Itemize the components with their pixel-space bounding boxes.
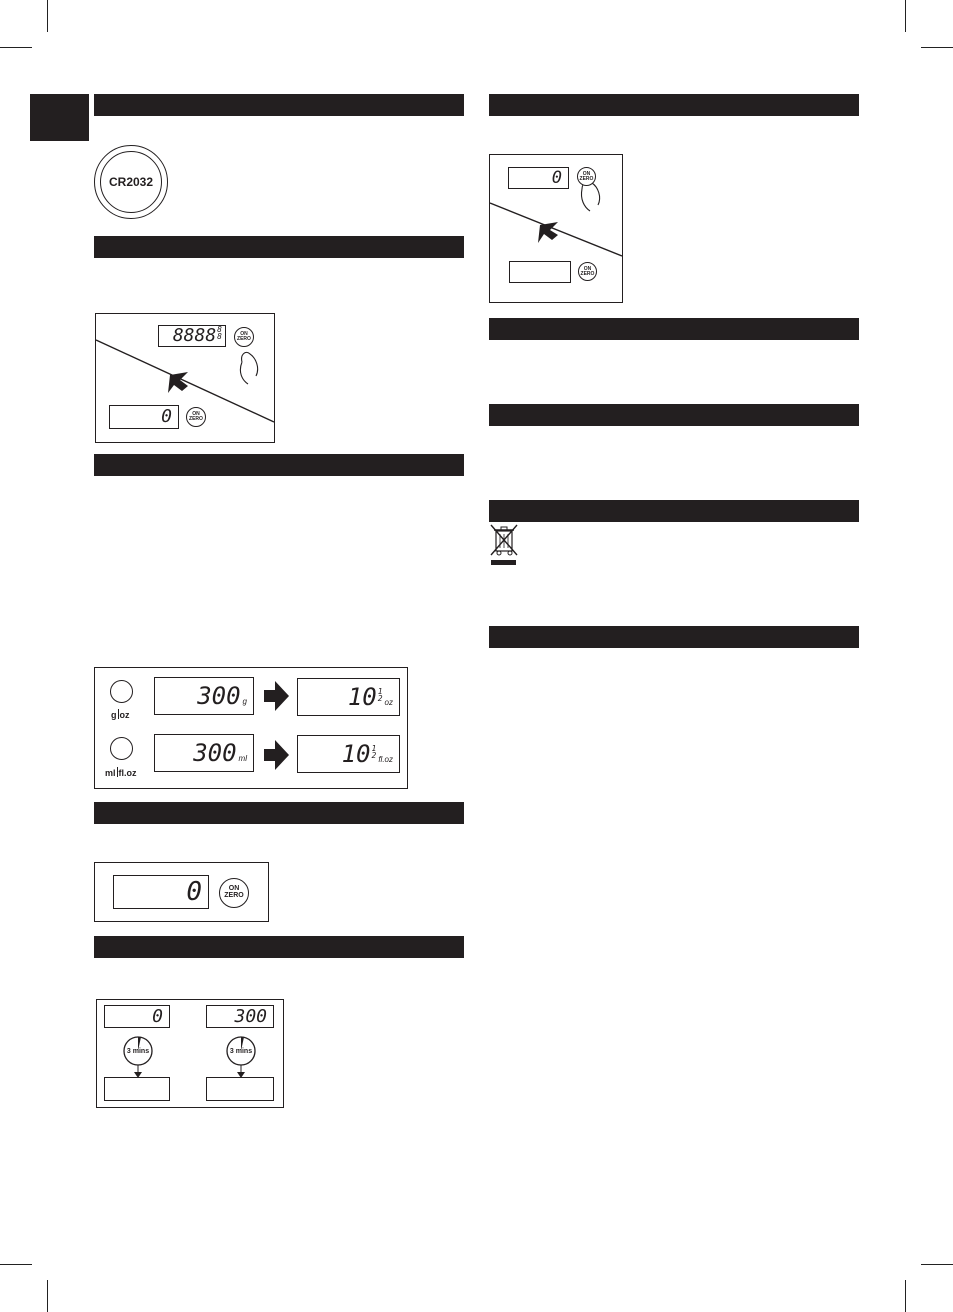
finger-icon <box>240 352 257 384</box>
on-zero-button[interactable]: ON ZERO <box>578 262 597 281</box>
crop-mark <box>921 1264 953 1265</box>
crop-mark <box>921 47 953 48</box>
weight-unit-button-label: g oz <box>111 710 130 720</box>
timer-icon <box>227 1037 255 1078</box>
section-header-bar <box>94 454 464 476</box>
arrow-down-icon <box>538 222 558 243</box>
section-header-bar <box>94 802 464 824</box>
arrow-right-icon <box>262 679 290 713</box>
crop-mark <box>47 1280 48 1312</box>
on-zero-button[interactable]: ON ZERO <box>219 878 249 908</box>
battery-illustration <box>94 145 168 219</box>
section-header-bar <box>489 626 859 648</box>
left-display: 0 <box>104 1005 170 1028</box>
right-timer-label: 3 mins <box>229 1048 253 1055</box>
weight-display: 300 g <box>154 677 254 715</box>
top-display: 0 <box>508 167 569 189</box>
top-display-value: 8888 <box>172 325 217 346</box>
crop-mark <box>0 1264 32 1265</box>
left-timer-label: 3 mins <box>126 1048 150 1055</box>
crop-mark <box>0 47 32 48</box>
section-header-bar <box>94 936 464 958</box>
bottom-blank-display <box>509 261 571 283</box>
power-on-panel <box>95 313 275 443</box>
section-header-bar <box>489 404 859 426</box>
weight-unit-button[interactable] <box>110 680 133 703</box>
language-tab <box>30 94 89 141</box>
on-zero-button[interactable]: ON ZERO <box>186 407 206 427</box>
power-off-panel <box>489 154 623 303</box>
right-blank-display <box>206 1077 274 1101</box>
recycling-bin-crossed-icon <box>489 523 519 567</box>
battery-label: CR2032 <box>108 175 154 189</box>
volume-unit-button-label: ml fl.oz <box>105 768 137 778</box>
section-header-bar <box>489 500 859 522</box>
volume-unit-button[interactable] <box>110 737 133 760</box>
tare-panel <box>94 862 269 922</box>
on-zero-button[interactable]: ON ZERO <box>234 327 254 347</box>
bottom-display <box>109 405 179 429</box>
section-header-bar <box>489 94 859 116</box>
arrow-right-icon <box>262 738 290 772</box>
left-blank-display <box>104 1077 170 1101</box>
on-zero-button[interactable]: ON ZERO <box>577 167 596 186</box>
arrow-down-icon <box>168 372 188 393</box>
crop-mark <box>47 0 48 32</box>
right-display: 300 <box>206 1005 274 1028</box>
volume-converted-display: 10 1 2 fl.oz <box>297 735 400 773</box>
section-header-bar <box>94 236 464 258</box>
section-header-bar <box>94 94 464 116</box>
volume-display: 300 ml <box>154 734 254 772</box>
top-display <box>158 325 226 347</box>
crop-mark <box>905 0 906 32</box>
crop-mark <box>905 1280 906 1312</box>
top-display-unit: 8 8 <box>217 325 222 341</box>
bottom-display-value: 0 <box>161 406 172 427</box>
section-header-bar <box>489 318 859 340</box>
auto-off-panel <box>96 999 284 1108</box>
timer-icon <box>124 1037 152 1078</box>
tare-display: 0 <box>113 875 209 909</box>
weight-converted-display: 10 1 2 oz <box>297 678 400 716</box>
unit-conversion-panel <box>94 667 408 789</box>
